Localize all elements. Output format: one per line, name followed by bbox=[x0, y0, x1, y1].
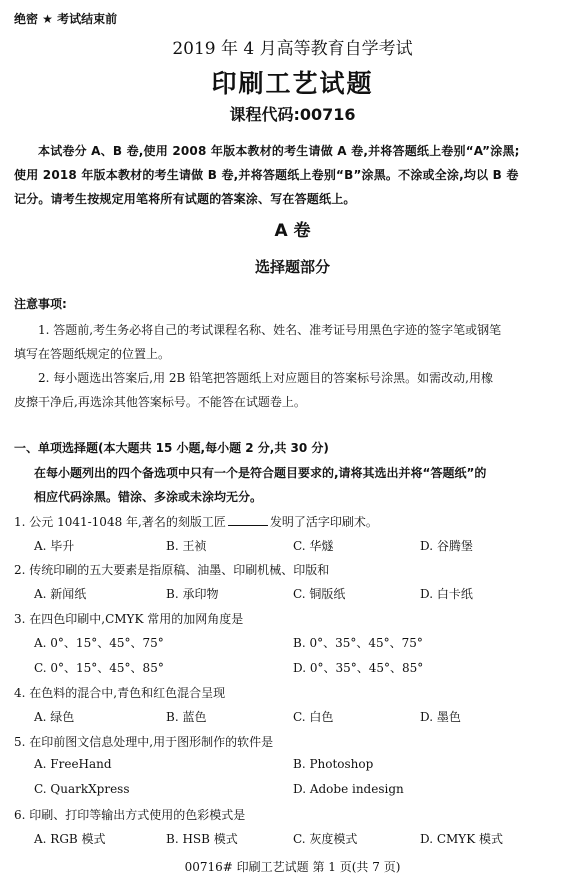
question-1-stem-part-b: 发明了活字印刷术。 bbox=[269, 515, 378, 529]
question-4-stem: 4. 在色料的混合中,青色和红色混合呈现 bbox=[14, 686, 226, 700]
question-5-option-a: A. FreeHand bbox=[34, 757, 112, 771]
question-1-option-c: C. 华燧 bbox=[293, 539, 334, 553]
confidentiality-mark: 绝密 ★ 考试结束前 bbox=[14, 12, 118, 26]
question-4-option-a: A. 绿色 bbox=[34, 710, 75, 724]
answer-blank bbox=[228, 515, 268, 526]
question-6-stem: 6. 印刷、打印等输出方式使用的色彩模式是 bbox=[14, 808, 246, 822]
question-1-option-b: B. 王祯 bbox=[166, 539, 207, 553]
question-4-option-d: D. 墨色 bbox=[420, 710, 461, 724]
notice-line-1: 本试卷分 A、B 卷,使用 2008 年版本教材的考生请做 A 卷,并将答题纸上卷别“A”涂黑; bbox=[38, 144, 520, 158]
question-2-stem: 2. 传统印刷的五大要素是指原稿、油墨、印刷机械、印版和 bbox=[14, 563, 330, 577]
question-2-option-c: C. 铜版纸 bbox=[293, 587, 346, 601]
paper-title: 印刷工艺试题 bbox=[211, 69, 374, 98]
question-2-option-b: B. 承印物 bbox=[166, 587, 219, 601]
question-3-option-c: C. 0°、15°、45°、85° bbox=[34, 661, 164, 675]
question-5-stem: 5. 在印前图文信息处理中,用于图形制作的软件是 bbox=[14, 735, 274, 749]
question-5-option-b: B. Photoshop bbox=[293, 757, 374, 771]
question-3-option-b: B. 0°、35°、45°、75° bbox=[293, 636, 423, 650]
question-3-stem: 3. 在四色印刷中,CMYK 常用的加网角度是 bbox=[14, 612, 244, 626]
question-5-option-d: D. Adobe indesign bbox=[293, 782, 404, 796]
question-2-option-d: D. 白卡纸 bbox=[420, 587, 473, 601]
question-3-option-a: A. 0°、15°、45°、75° bbox=[34, 636, 164, 650]
page-footer: 00716# 印刷工艺试题 第 1 页(共 7 页) bbox=[184, 860, 401, 874]
question-1-stem-part-a: 1. 公元 1041-1048 年,著名的刻版工匠 bbox=[14, 515, 226, 529]
part-title: 选择题部分 bbox=[254, 258, 330, 276]
exam-title: 2019 年 4 月高等教育自学考试 bbox=[172, 39, 413, 59]
question-6-option-d: D. CMYK 模式 bbox=[420, 832, 503, 846]
question-1-option-a: A. 毕升 bbox=[34, 539, 75, 553]
course-code: 课程代码:00716 bbox=[229, 105, 356, 124]
attention-item-1-line-2: 填写在答题纸规定的位置上。 bbox=[14, 347, 171, 361]
question-4-option-c: C. 白色 bbox=[293, 710, 334, 724]
attention-label: 注意事项: bbox=[14, 297, 67, 311]
question-1-stem bbox=[14, 513, 378, 530]
section-1-title: 一、单项选择题(本大题共 15 小题,每小题 2 分,共 30 分) bbox=[14, 441, 329, 455]
question-2-option-a: A. 新闻纸 bbox=[34, 587, 87, 601]
question-1-option-d: D. 谷腾堡 bbox=[420, 539, 473, 553]
question-6-option-a: A. RGB 模式 bbox=[34, 832, 106, 846]
attention-item-2-line-1: 2. 每小题选出答案后,用 2B 铅笔把答题纸上对应题目的答案标号涂黑。如需改动,用橡 bbox=[38, 371, 493, 385]
notice-line-3: 记分。请考生按规定用笔将所有试题的答案涂、写在答题纸上。 bbox=[14, 192, 356, 206]
question-6-option-b: B. HSB 模式 bbox=[166, 832, 238, 846]
volume-title: A 卷 bbox=[274, 221, 311, 241]
section-1-instruction-line-1: 在每小题列出的四个备选项中只有一个是符合题目要求的,请将其选出并将“答题纸”的 bbox=[34, 466, 487, 480]
attention-item-2-line-2: 皮擦干净后,再选涂其他答案标号。不能答在试题卷上。 bbox=[14, 395, 306, 409]
question-4-option-b: B. 蓝色 bbox=[166, 710, 207, 724]
question-6-option-c: C. 灰度模式 bbox=[293, 832, 358, 846]
question-5-option-c: C. QuarkXpress bbox=[34, 782, 130, 796]
section-1-instruction-line-2: 相应代码涂黑。错涂、多涂或未涂均无分。 bbox=[34, 490, 263, 504]
question-3-option-d: D. 0°、35°、45°、85° bbox=[293, 661, 424, 675]
attention-item-1-line-1: 1. 答题前,考生务必将自己的考试课程名称、姓名、准考证号用黑色字迹的签字笔或钢笔 bbox=[38, 323, 502, 337]
notice-line-2: 使用 2018 年版本教材的考生请做 B 卷,并将答题纸上卷别“B”涂黑。不涂或全涂,均以 B 卷 bbox=[14, 168, 519, 182]
